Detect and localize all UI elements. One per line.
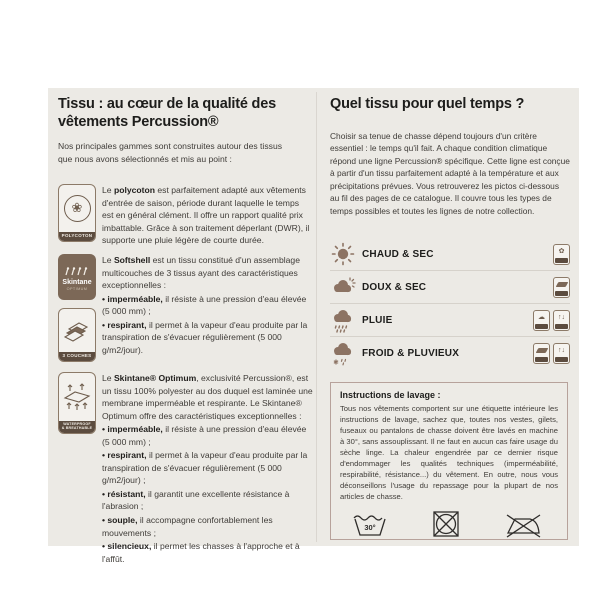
washing-instructions-body: Tous nos vêtements comportent sur une étiquette intérieure les instructions de lavage, sachez que, toutes nos vestes, gilets, fuseaux ou pantalons de chasse doivent être lavés en machine à 30°, sans assouplissant. Il ne faut en aucun cas faire usage du sèche linge. La chaleur engendrée par ce dernier risque d'endommager les qualités techniques (imperméabilité, respirabilité, résistance...) du vêtement. En outre, nous vous déconseillons l'usage du repassage pour la plupart de nos articles de chasse. (340, 404, 558, 501)
waterproof-breathable-icon (59, 373, 95, 421)
fabric-sheet-mini-icon (537, 345, 547, 356)
washing-instructions-box (330, 382, 568, 540)
right-section-intro: Choisir sa tenue de chasse dépend toujours d'un critère essentiel : le temps qu'il fait. A chaque condition climatique répond une ligne Percussion® spécifique. Cette ligne est conçue à partir d'un tissu parfaitement adapté à la température et aux précipitations prévues. Vous retrouverez les pictos ci-dessous au fil des pages de ce catalogue. Il couvre tous les types de temps possibles et toutes les lignes de notre collection. (330, 131, 570, 216)
softshell-bullet: • imperméable, il résiste à une pression d'eau élevée (5 000 mm) ; (102, 293, 307, 317)
cloud-snow-icon (330, 340, 362, 367)
arrows-mini-icon: ↑↓ (558, 314, 565, 321)
skintane-bullet: • souple, il accompagne confortablement les mouvements ; (102, 515, 273, 538)
layers-icon (59, 309, 95, 352)
svg-text:30°: 30° (364, 523, 376, 532)
sun-icon (330, 241, 362, 267)
polycoton-mini-badge (553, 244, 570, 265)
softshell-intro: Le Softshell est un tissu constitué d'un assemblage multicouches de 3 tissus ayant des caractéristiques exceptionnelles : (102, 255, 300, 291)
polycoton-paragraph: Le polycoton est parfaitement adapté aux vêtements d'entrée de saison, période durant laquelle le temps est en général clément. Il offre un rapport qualité prix imbattable. Grâce à son traitement déperlant (DWR), il supporte une pluie légère de courte durée. (102, 185, 310, 246)
three-layers-badge (58, 308, 96, 362)
membrane-badge-label: WATERPROOF & BREATHABLE (59, 421, 95, 433)
fabric-mini-badge (553, 277, 570, 298)
polycoton-badge-label: POLYCOTON (59, 232, 95, 241)
right-column (330, 88, 570, 546)
weather-row-froid-pluvieux (330, 337, 570, 369)
weather-row-chaud-sec (330, 238, 570, 271)
three-layers-badge-label: 3 COUCHES (59, 352, 95, 361)
mini-badge-banner (535, 324, 548, 329)
weather-table (330, 238, 570, 369)
mini-badge-banner (555, 357, 568, 362)
washing-instructions-title: Instructions de lavage : (340, 390, 441, 400)
mini-badge-banner (555, 258, 568, 263)
no-tumble-dry-icon (431, 509, 461, 539)
left-section-title: Tissu : au cœur de la qualité des vêtements Percussion® (58, 96, 276, 130)
skintane-bullet: • silencieux, il permet les chasses à l'approche et à l'affût. (102, 541, 300, 564)
cotton-flower-icon: ❀ (59, 185, 95, 232)
column-divider (316, 92, 317, 542)
left-section-intro: Nos principales gammes sont construites autour des tissus que nous avons sélectionnés et mis au point : (58, 141, 283, 164)
weather-label: CHAUD & SEC (362, 248, 434, 260)
weather-label: PLUIE (362, 314, 393, 326)
softshell-bullet: • respirant, il permet à la vapeur d'eau produite par la transpiration de s'évacuer régulièrement (5 000 g/m2/jour). (102, 319, 308, 355)
mini-badge-banner (555, 324, 568, 329)
skintane-intro: Le Skintane® Optimum, exclusivité Percussion®, est un tissu 100% polyester au dos duquel est laminée une membrane imperméable et respirante. Le Skintane® Optimum offre des caractéristiques exceptionnelles : (102, 373, 313, 421)
fabric-mini-badge (533, 343, 550, 364)
polycoton-badge (58, 184, 96, 242)
rain-drops-icon (64, 267, 90, 277)
catalog-page-sheet (48, 88, 579, 564)
skintane-badge-sublabel: OPTIMUM (66, 286, 88, 291)
right-section-title: Quel tissu pour quel temps ? (330, 96, 525, 112)
softshell-paragraph (102, 254, 312, 356)
mini-badge-banner (535, 357, 548, 362)
membrane-badge (58, 372, 96, 434)
skintane-bullet: • respirant, il permet à la vapeur d'eau produite par la transpiration de s'évacuer régulièrement (5 000 g/m2/jour) ; (102, 450, 308, 486)
skintane-bullet: • résistant, il garantit une excellente résistance à l'abrasion ; (102, 488, 290, 512)
skintane-bullet: • imperméable, il résiste à une pression d'eau élevée (5 000 mm) ; (102, 424, 307, 447)
breathable-mini-badge (553, 343, 570, 364)
breathable-mini-badge (553, 310, 570, 331)
mini-badge-banner (555, 291, 568, 296)
weather-row-doux-sec (330, 271, 570, 304)
wash-30-icon (350, 511, 390, 539)
cloud-mini-badge (533, 310, 550, 331)
cotton-flower-mini-icon: ✿ (558, 248, 565, 255)
no-iron-icon (502, 511, 544, 539)
fabric-sheet-mini-icon (557, 279, 567, 290)
cloud-sun-icon (330, 274, 362, 300)
laundry-symbols-row (340, 502, 558, 539)
cloud-rain-icon (330, 307, 362, 334)
skintane-badge (58, 254, 96, 300)
weather-row-pluie (330, 304, 570, 337)
cloud-mini-icon: ☁ (538, 314, 545, 321)
weather-label: DOUX & SEC (362, 281, 427, 293)
arrows-mini-icon: ↑↓ (558, 347, 565, 354)
skintane-paragraph (102, 372, 314, 565)
skintane-badge-label: Skintane (62, 278, 92, 286)
weather-label: FROID & PLUVIEUX (362, 347, 460, 359)
